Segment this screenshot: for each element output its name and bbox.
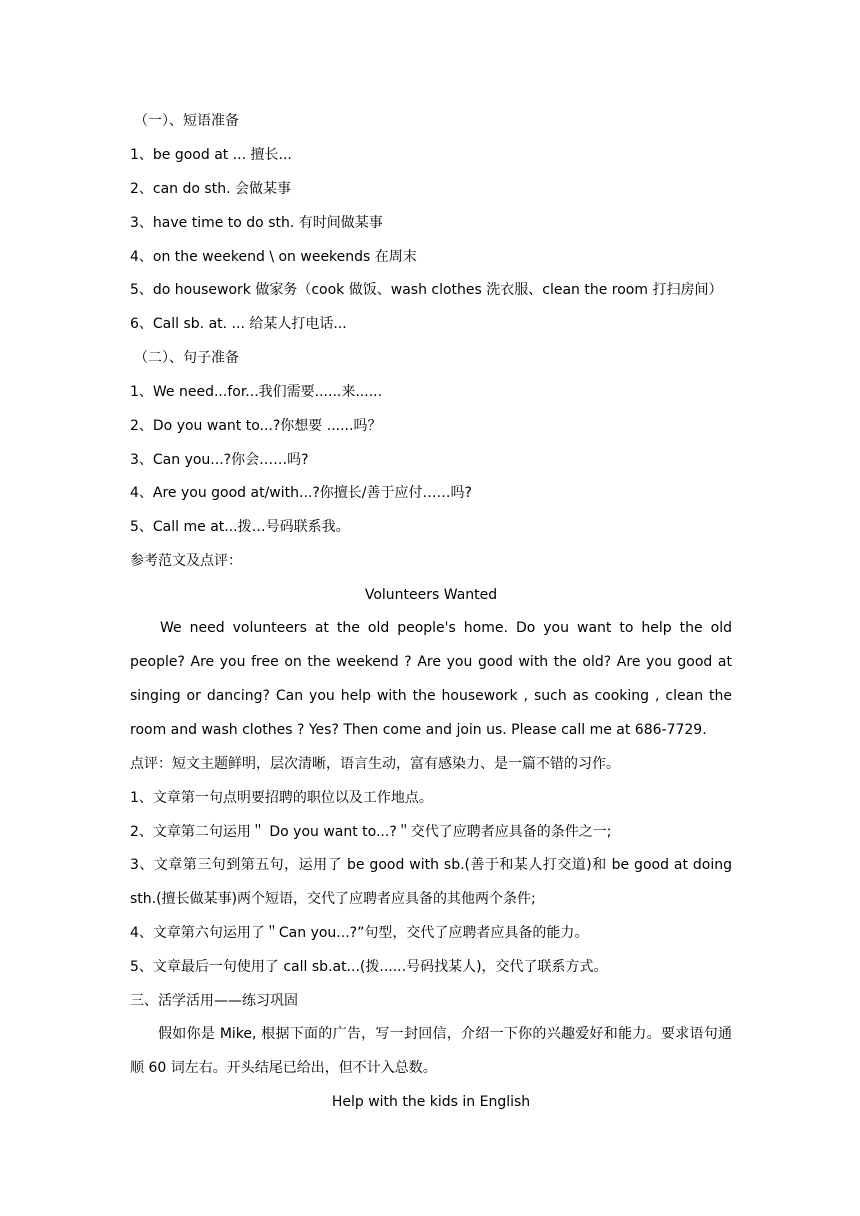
phrase-item-5: 5、do housework 做家务（cook 做饭、wash clothes 洗衣服、clean the room 打扫房间） [130, 282, 723, 298]
sentence-item-1: 1、We need...for...我们需要......来...... [130, 384, 383, 400]
sentence-item-4: 4、Are you good at/with...?你擅长/善于应付……吗? [130, 485, 472, 501]
ad-title: Help with the kids in English [331, 1094, 531, 1110]
comment-intro: 点评：短文主题鲜明，层次清晰，语言生动，富有感染力、是一篇不错的习作。 [130, 756, 620, 772]
comment-item-4: 4、文章第六句运用了＂Can you...?”句型，交代了应聘者应具备的能力。 [130, 925, 589, 941]
sentence-item-2: 2、Do you want to...?你想要 ......吗？ [130, 418, 382, 434]
sample-title: Volunteers Wanted [364, 587, 498, 603]
comment-item-5: 5、文章最后一句使用了 call sb.at...(拨......号码找某人)，交代了联系方式。 [130, 959, 608, 975]
phrase-item-1: 1、be good at ... 擅长... [130, 147, 292, 163]
section3-heading: 三、活学活用——练习巩固 [130, 993, 298, 1009]
sample-body: We need volunteers at the old people's home. Do you want to help the old people? Are you free on the weekend ? Are you good with the old? Are you good at singing or dancing? Can you help with the housework , such as cooking , clean the room and wash clothes ? Yes? Then come and join us. Please call me at 686-7729. [130, 620, 732, 738]
phrase-item-4: 4、on the weekend \ on weekends 在周末 [130, 249, 417, 265]
phrase-item-2: 2、can do sth. 会做某事 [130, 181, 291, 197]
comment-item-3: 3、文章第三句到第五句，运用了 be good with sb.(善于和某人打交道)和 be good at doing sth.(擅长做某事)两个短语，交代了应聘者应具备的其他两个条件; [130, 857, 732, 907]
section1-heading: （一）、短语准备 [134, 113, 239, 129]
section2-heading: （二）、句子准备 [134, 350, 239, 366]
sample-label: 参考范文及点评： [130, 553, 242, 569]
comment-item-2: 2、文章第二句运用＂ Do you want to...?＂交代了应聘者应具备的条件之一; [130, 824, 612, 840]
sentence-item-3: 3、Can you...?你会……吗? [130, 452, 309, 468]
phrase-item-6: 6、Call sb. at. ... 给某人打电话... [130, 316, 347, 332]
practice-task: 假如你是 Mike, 根据下面的广告，写一封回信，介绍一下你的兴趣爱好和能力。要求语句通顺 60 词左右。开头结尾已给出，但不计入总数。 [130, 1026, 732, 1076]
sentence-item-5: 5、Call me at...拨…号码联系我。 [130, 519, 350, 535]
comment-item-1: 1、文章第一句点明要招聘的职位以及工作地点。 [130, 790, 433, 806]
phrase-item-3: 3、have time to do sth. 有时间做某事 [130, 215, 383, 231]
